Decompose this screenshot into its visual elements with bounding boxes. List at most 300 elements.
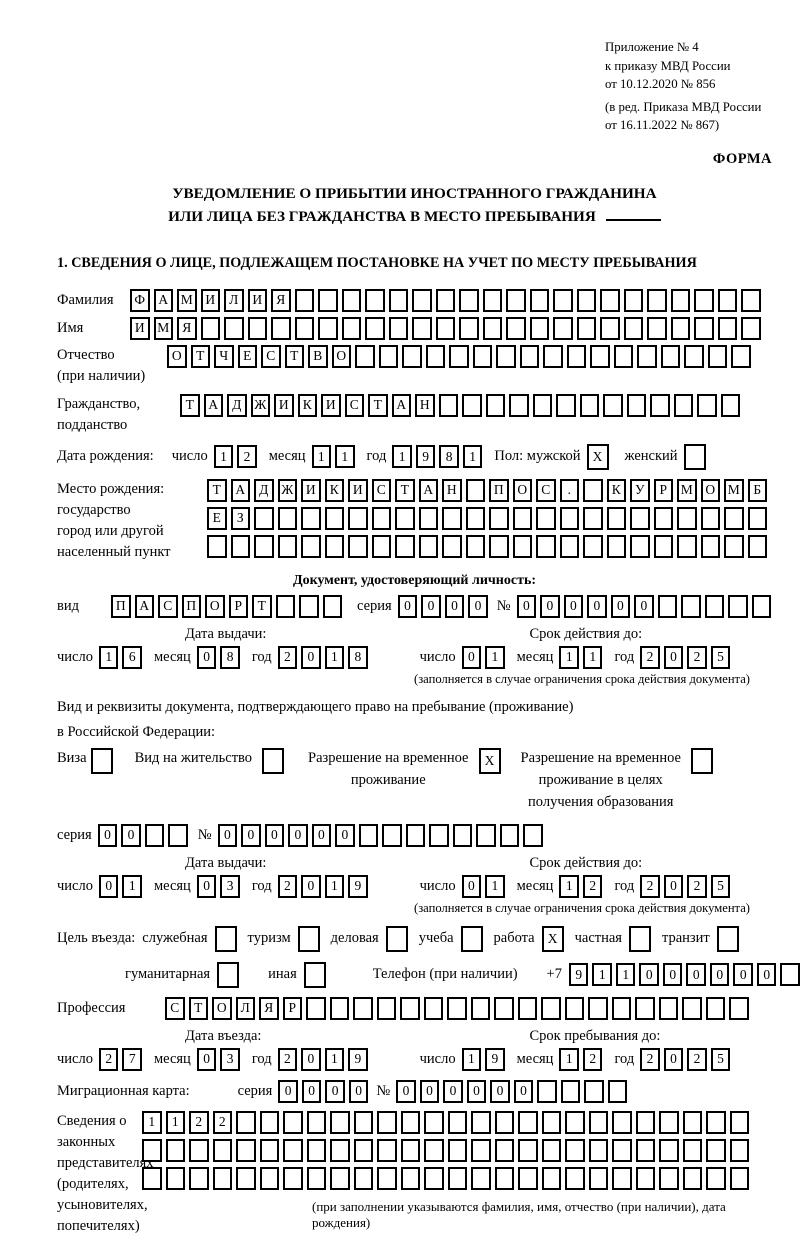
char-cell[interactable]: С: [345, 394, 365, 417]
char-cell[interactable]: [523, 824, 543, 847]
char-cell[interactable]: [215, 926, 237, 952]
char-cell[interactable]: [624, 317, 644, 340]
char-cell[interactable]: [565, 997, 585, 1020]
char-cell[interactable]: [271, 317, 291, 340]
char-cell[interactable]: Ж: [251, 394, 271, 417]
char-cell[interactable]: С: [536, 479, 556, 502]
char-cell[interactable]: [577, 289, 597, 312]
char-cell[interactable]: К: [607, 479, 627, 502]
char-cell[interactable]: [91, 748, 113, 774]
char-cell[interactable]: И: [130, 317, 150, 340]
char-cell[interactable]: Т: [252, 595, 272, 618]
char-cell[interactable]: 1: [559, 646, 579, 669]
char-cell[interactable]: 9: [348, 875, 368, 898]
migration-number-cells[interactable]: [396, 1080, 627, 1103]
char-cell[interactable]: [674, 394, 694, 417]
char-cell[interactable]: С: [261, 345, 281, 368]
char-cell[interactable]: [706, 1167, 726, 1190]
char-cell[interactable]: [627, 394, 647, 417]
char-cell[interactable]: И: [321, 394, 341, 417]
char-cell[interactable]: [466, 507, 486, 530]
doc-issue-month-cells[interactable]: [197, 646, 240, 669]
char-cell[interactable]: [354, 1167, 374, 1190]
char-cell[interactable]: А: [135, 595, 155, 618]
char-cell[interactable]: [436, 317, 456, 340]
char-cell[interactable]: [561, 1080, 581, 1103]
char-cell[interactable]: [506, 317, 526, 340]
purpose-other-checkbox[interactable]: [304, 962, 326, 988]
char-cell[interactable]: [166, 1167, 186, 1190]
char-cell[interactable]: [636, 1139, 656, 1162]
char-cell[interactable]: [718, 289, 738, 312]
char-cell[interactable]: М: [724, 479, 744, 502]
char-cell[interactable]: 2: [99, 1048, 119, 1071]
char-cell[interactable]: [389, 317, 409, 340]
char-cell[interactable]: [401, 1111, 421, 1134]
char-cell[interactable]: [424, 1111, 444, 1134]
char-cell[interactable]: [694, 317, 714, 340]
char-cell[interactable]: 2: [278, 646, 298, 669]
char-cell[interactable]: [248, 317, 268, 340]
char-cell[interactable]: [560, 507, 580, 530]
char-cell[interactable]: Я: [271, 289, 291, 312]
char-cell[interactable]: [166, 1139, 186, 1162]
char-cell[interactable]: 0: [288, 824, 308, 847]
char-cell[interactable]: [636, 1111, 656, 1134]
char-cell[interactable]: [533, 394, 553, 417]
char-cell[interactable]: [354, 1139, 374, 1162]
char-cell[interactable]: 0: [302, 1080, 322, 1103]
char-cell[interactable]: [260, 1167, 280, 1190]
char-cell[interactable]: [658, 595, 678, 618]
char-cell[interactable]: [495, 1167, 515, 1190]
char-cell[interactable]: [372, 507, 392, 530]
char-cell[interactable]: [748, 507, 768, 530]
char-cell[interactable]: 1: [592, 963, 612, 986]
char-cell[interactable]: [556, 394, 576, 417]
char-cell[interactable]: [654, 535, 674, 558]
char-cell[interactable]: П: [489, 479, 509, 502]
char-cell[interactable]: [718, 317, 738, 340]
char-cell[interactable]: [462, 394, 482, 417]
char-cell[interactable]: 0: [462, 646, 482, 669]
birthplace-cells-row1[interactable]: [207, 479, 767, 502]
char-cell[interactable]: [536, 507, 556, 530]
char-cell[interactable]: [318, 317, 338, 340]
char-cell[interactable]: 1: [559, 875, 579, 898]
purpose-transit-checkbox[interactable]: [717, 926, 739, 952]
citizenship-cells[interactable]: [180, 394, 740, 417]
char-cell[interactable]: [461, 926, 483, 952]
char-cell[interactable]: [354, 1111, 374, 1134]
char-cell[interactable]: [386, 926, 408, 952]
sex-female-checkbox[interactable]: [684, 444, 706, 470]
char-cell[interactable]: [542, 1167, 562, 1190]
char-cell[interactable]: 5: [711, 875, 731, 898]
char-cell[interactable]: [262, 748, 284, 774]
char-cell[interactable]: [612, 997, 632, 1020]
char-cell[interactable]: Н: [442, 479, 462, 502]
char-cell[interactable]: 1: [583, 646, 603, 669]
char-cell[interactable]: X: [542, 926, 564, 952]
char-cell[interactable]: 0: [540, 595, 560, 618]
char-cell[interactable]: [459, 317, 479, 340]
char-cell[interactable]: [659, 1111, 679, 1134]
char-cell[interactable]: 2: [687, 1048, 707, 1071]
char-cell[interactable]: 1: [485, 875, 505, 898]
char-cell[interactable]: [624, 289, 644, 312]
char-cell[interactable]: 8: [439, 445, 459, 468]
representatives-cells-row3[interactable]: [142, 1167, 772, 1190]
profession-cells[interactable]: [165, 997, 749, 1020]
stay-year-cells[interactable]: [640, 1048, 730, 1071]
char-cell[interactable]: [541, 997, 561, 1020]
char-cell[interactable]: [424, 997, 444, 1020]
char-cell[interactable]: 2: [189, 1111, 209, 1134]
char-cell[interactable]: Т: [285, 345, 305, 368]
char-cell[interactable]: [530, 289, 550, 312]
char-cell[interactable]: [706, 1111, 726, 1134]
purpose-study-checkbox[interactable]: [461, 926, 483, 952]
char-cell[interactable]: [590, 345, 610, 368]
char-cell[interactable]: Т: [191, 345, 211, 368]
char-cell[interactable]: [145, 824, 165, 847]
char-cell[interactable]: 0: [396, 1080, 416, 1103]
char-cell[interactable]: [681, 595, 701, 618]
char-cell[interactable]: [330, 1111, 350, 1134]
char-cell[interactable]: [600, 317, 620, 340]
char-cell[interactable]: [682, 997, 702, 1020]
char-cell[interactable]: [589, 1111, 609, 1134]
char-cell[interactable]: [471, 997, 491, 1020]
char-cell[interactable]: 2: [687, 646, 707, 669]
char-cell[interactable]: [730, 1167, 750, 1190]
representatives-cells-row1[interactable]: [142, 1111, 772, 1134]
char-cell[interactable]: [260, 1139, 280, 1162]
char-cell[interactable]: [318, 289, 338, 312]
char-cell[interactable]: [728, 595, 748, 618]
char-cell[interactable]: [189, 1167, 209, 1190]
char-cell[interactable]: 0: [686, 963, 706, 986]
char-cell[interactable]: Т: [368, 394, 388, 417]
char-cell[interactable]: [283, 1111, 303, 1134]
char-cell[interactable]: 2: [640, 875, 660, 898]
char-cell[interactable]: 0: [325, 1080, 345, 1103]
char-cell[interactable]: Р: [654, 479, 674, 502]
char-cell[interactable]: [342, 317, 362, 340]
char-cell[interactable]: [365, 289, 385, 312]
entry-month-cells[interactable]: [197, 1048, 240, 1071]
char-cell[interactable]: [471, 1111, 491, 1134]
char-cell[interactable]: [473, 345, 493, 368]
char-cell[interactable]: 1: [325, 875, 345, 898]
char-cell[interactable]: [684, 444, 706, 470]
char-cell[interactable]: [426, 345, 446, 368]
char-cell[interactable]: 2: [213, 1111, 233, 1134]
char-cell[interactable]: [509, 394, 529, 417]
char-cell[interactable]: 9: [416, 445, 436, 468]
char-cell[interactable]: [276, 595, 296, 618]
char-cell[interactable]: [189, 1139, 209, 1162]
char-cell[interactable]: 0: [710, 963, 730, 986]
char-cell[interactable]: [636, 1167, 656, 1190]
char-cell[interactable]: [304, 962, 326, 988]
char-cell[interactable]: [708, 345, 728, 368]
char-cell[interactable]: Я: [259, 997, 279, 1020]
char-cell[interactable]: [536, 535, 556, 558]
char-cell[interactable]: Д: [227, 394, 247, 417]
char-cell[interactable]: [583, 479, 603, 502]
char-cell[interactable]: [453, 824, 473, 847]
purpose-work-checkbox[interactable]: [542, 926, 564, 952]
char-cell[interactable]: [701, 507, 721, 530]
char-cell[interactable]: [495, 1139, 515, 1162]
char-cell[interactable]: [659, 1139, 679, 1162]
char-cell[interactable]: [589, 1139, 609, 1162]
char-cell[interactable]: 1: [335, 445, 355, 468]
char-cell[interactable]: [495, 1111, 515, 1134]
char-cell[interactable]: [142, 1139, 162, 1162]
char-cell[interactable]: О: [332, 345, 352, 368]
char-cell[interactable]: [565, 1111, 585, 1134]
char-cell[interactable]: [683, 1167, 703, 1190]
char-cell[interactable]: 0: [349, 1080, 369, 1103]
char-cell[interactable]: 8: [348, 646, 368, 669]
char-cell[interactable]: 1: [463, 445, 483, 468]
char-cell[interactable]: И: [201, 289, 221, 312]
char-cell[interactable]: 0: [639, 963, 659, 986]
char-cell[interactable]: [500, 824, 520, 847]
char-cell[interactable]: У: [630, 479, 650, 502]
char-cell[interactable]: [298, 926, 320, 952]
char-cell[interactable]: 0: [197, 1048, 217, 1071]
char-cell[interactable]: Б: [748, 479, 768, 502]
birth-day-cells[interactable]: [214, 445, 257, 468]
char-cell[interactable]: 0: [467, 1080, 487, 1103]
migration-series-cells[interactable]: [278, 1080, 368, 1103]
doc-series-cells[interactable]: [398, 595, 488, 618]
char-cell[interactable]: 0: [197, 646, 217, 669]
char-cell[interactable]: М: [154, 317, 174, 340]
char-cell[interactable]: [600, 289, 620, 312]
residence-issue-year-cells[interactable]: [278, 875, 368, 898]
char-cell[interactable]: .: [560, 479, 580, 502]
char-cell[interactable]: Ф: [130, 289, 150, 312]
char-cell[interactable]: [382, 824, 402, 847]
char-cell[interactable]: [697, 394, 717, 417]
char-cell[interactable]: [395, 535, 415, 558]
char-cell[interactable]: [217, 962, 239, 988]
char-cell[interactable]: [496, 345, 516, 368]
char-cell[interactable]: [353, 997, 373, 1020]
char-cell[interactable]: [630, 507, 650, 530]
char-cell[interactable]: [307, 1167, 327, 1190]
char-cell[interactable]: [307, 1111, 327, 1134]
char-cell[interactable]: 2: [583, 1048, 603, 1071]
char-cell[interactable]: [577, 317, 597, 340]
char-cell[interactable]: [694, 289, 714, 312]
char-cell[interactable]: 9: [569, 963, 589, 986]
representatives-cells-row2[interactable]: [142, 1139, 772, 1162]
char-cell[interactable]: 0: [301, 875, 321, 898]
char-cell[interactable]: Ж: [278, 479, 298, 502]
surname-cells[interactable]: [130, 289, 761, 312]
char-cell[interactable]: [325, 507, 345, 530]
char-cell[interactable]: [307, 1139, 327, 1162]
char-cell[interactable]: 1: [312, 445, 332, 468]
char-cell[interactable]: [436, 289, 456, 312]
char-cell[interactable]: [701, 535, 721, 558]
char-cell[interactable]: [671, 317, 691, 340]
char-cell[interactable]: [553, 317, 573, 340]
char-cell[interactable]: [650, 394, 670, 417]
char-cell[interactable]: [213, 1167, 233, 1190]
char-cell[interactable]: [231, 535, 251, 558]
char-cell[interactable]: [780, 963, 800, 986]
char-cell[interactable]: 2: [640, 646, 660, 669]
char-cell[interactable]: [671, 289, 691, 312]
char-cell[interactable]: X: [587, 444, 609, 470]
char-cell[interactable]: [306, 997, 326, 1020]
char-cell[interactable]: [683, 1139, 703, 1162]
char-cell[interactable]: [424, 1167, 444, 1190]
char-cell[interactable]: [254, 535, 274, 558]
char-cell[interactable]: К: [325, 479, 345, 502]
char-cell[interactable]: [661, 345, 681, 368]
stay-day-cells[interactable]: [462, 1048, 505, 1071]
char-cell[interactable]: [348, 507, 368, 530]
char-cell[interactable]: Р: [229, 595, 249, 618]
char-cell[interactable]: [201, 317, 221, 340]
doc-valid-day-cells[interactable]: [462, 646, 505, 669]
char-cell[interactable]: [635, 997, 655, 1020]
char-cell[interactable]: [731, 345, 751, 368]
doc-valid-year-cells[interactable]: [640, 646, 730, 669]
char-cell[interactable]: 2: [237, 445, 257, 468]
char-cell[interactable]: [489, 507, 509, 530]
char-cell[interactable]: 0: [121, 824, 141, 847]
char-cell[interactable]: [741, 317, 761, 340]
char-cell[interactable]: 0: [218, 824, 238, 847]
char-cell[interactable]: [207, 535, 227, 558]
char-cell[interactable]: 8: [220, 646, 240, 669]
phone-cells[interactable]: [569, 963, 800, 986]
char-cell[interactable]: С: [165, 997, 185, 1020]
char-cell[interactable]: 1: [485, 646, 505, 669]
char-cell[interactable]: [588, 997, 608, 1020]
char-cell[interactable]: Д: [254, 479, 274, 502]
char-cell[interactable]: [518, 1111, 538, 1134]
char-cell[interactable]: [721, 394, 741, 417]
char-cell[interactable]: 0: [335, 824, 355, 847]
char-cell[interactable]: [583, 507, 603, 530]
purpose-business-checkbox[interactable]: [386, 926, 408, 952]
char-cell[interactable]: [494, 997, 514, 1020]
char-cell[interactable]: [659, 997, 679, 1020]
char-cell[interactable]: 0: [445, 595, 465, 618]
char-cell[interactable]: 0: [462, 875, 482, 898]
sex-male-checkbox[interactable]: [587, 444, 609, 470]
char-cell[interactable]: [513, 535, 533, 558]
char-cell[interactable]: [224, 317, 244, 340]
char-cell[interactable]: [647, 289, 667, 312]
char-cell[interactable]: [236, 1111, 256, 1134]
char-cell[interactable]: [406, 824, 426, 847]
char-cell[interactable]: [560, 535, 580, 558]
char-cell[interactable]: 9: [485, 1048, 505, 1071]
char-cell[interactable]: [741, 289, 761, 312]
char-cell[interactable]: И: [348, 479, 368, 502]
char-cell[interactable]: 9: [348, 1048, 368, 1071]
char-cell[interactable]: 0: [664, 1048, 684, 1071]
char-cell[interactable]: [683, 1111, 703, 1134]
char-cell[interactable]: [466, 535, 486, 558]
char-cell[interactable]: [389, 289, 409, 312]
char-cell[interactable]: Р: [283, 997, 303, 1020]
char-cell[interactable]: 1: [214, 445, 234, 468]
char-cell[interactable]: 0: [664, 875, 684, 898]
char-cell[interactable]: 0: [99, 875, 119, 898]
char-cell[interactable]: 1: [142, 1111, 162, 1134]
char-cell[interactable]: [168, 824, 188, 847]
char-cell[interactable]: [518, 997, 538, 1020]
char-cell[interactable]: [377, 997, 397, 1020]
char-cell[interactable]: Л: [224, 289, 244, 312]
char-cell[interactable]: [213, 1139, 233, 1162]
char-cell[interactable]: [330, 1139, 350, 1162]
char-cell[interactable]: И: [248, 289, 268, 312]
char-cell[interactable]: Т: [189, 997, 209, 1020]
char-cell[interactable]: 0: [420, 1080, 440, 1103]
char-cell[interactable]: Ч: [214, 345, 234, 368]
char-cell[interactable]: [607, 507, 627, 530]
char-cell[interactable]: [589, 1167, 609, 1190]
char-cell[interactable]: [518, 1139, 538, 1162]
char-cell[interactable]: Т: [180, 394, 200, 417]
char-cell[interactable]: [471, 1139, 491, 1162]
char-cell[interactable]: 2: [640, 1048, 660, 1071]
char-cell[interactable]: О: [212, 997, 232, 1020]
char-cell[interactable]: О: [167, 345, 187, 368]
char-cell[interactable]: [614, 345, 634, 368]
char-cell[interactable]: [466, 479, 486, 502]
char-cell[interactable]: 0: [197, 875, 217, 898]
char-cell[interactable]: 0: [468, 595, 488, 618]
char-cell[interactable]: [395, 507, 415, 530]
char-cell[interactable]: [483, 317, 503, 340]
residence-number-cells[interactable]: [218, 824, 543, 847]
char-cell[interactable]: [580, 394, 600, 417]
char-cell[interactable]: [254, 507, 274, 530]
char-cell[interactable]: [717, 926, 739, 952]
purpose-tourism-checkbox[interactable]: [298, 926, 320, 952]
char-cell[interactable]: [448, 1139, 468, 1162]
char-cell[interactable]: [283, 1139, 303, 1162]
char-cell[interactable]: [295, 289, 315, 312]
char-cell[interactable]: [429, 824, 449, 847]
char-cell[interactable]: 0: [301, 646, 321, 669]
char-cell[interactable]: [442, 535, 462, 558]
char-cell[interactable]: [142, 1167, 162, 1190]
char-cell[interactable]: [603, 394, 623, 417]
char-cell[interactable]: [520, 345, 540, 368]
residence-valid-day-cells[interactable]: [462, 875, 505, 898]
visa-checkbox[interactable]: [91, 748, 113, 774]
char-cell[interactable]: [295, 317, 315, 340]
temp-residence-permit-checkbox[interactable]: [479, 748, 501, 774]
char-cell[interactable]: С: [158, 595, 178, 618]
birthplace-cells-row3[interactable]: [207, 535, 767, 558]
